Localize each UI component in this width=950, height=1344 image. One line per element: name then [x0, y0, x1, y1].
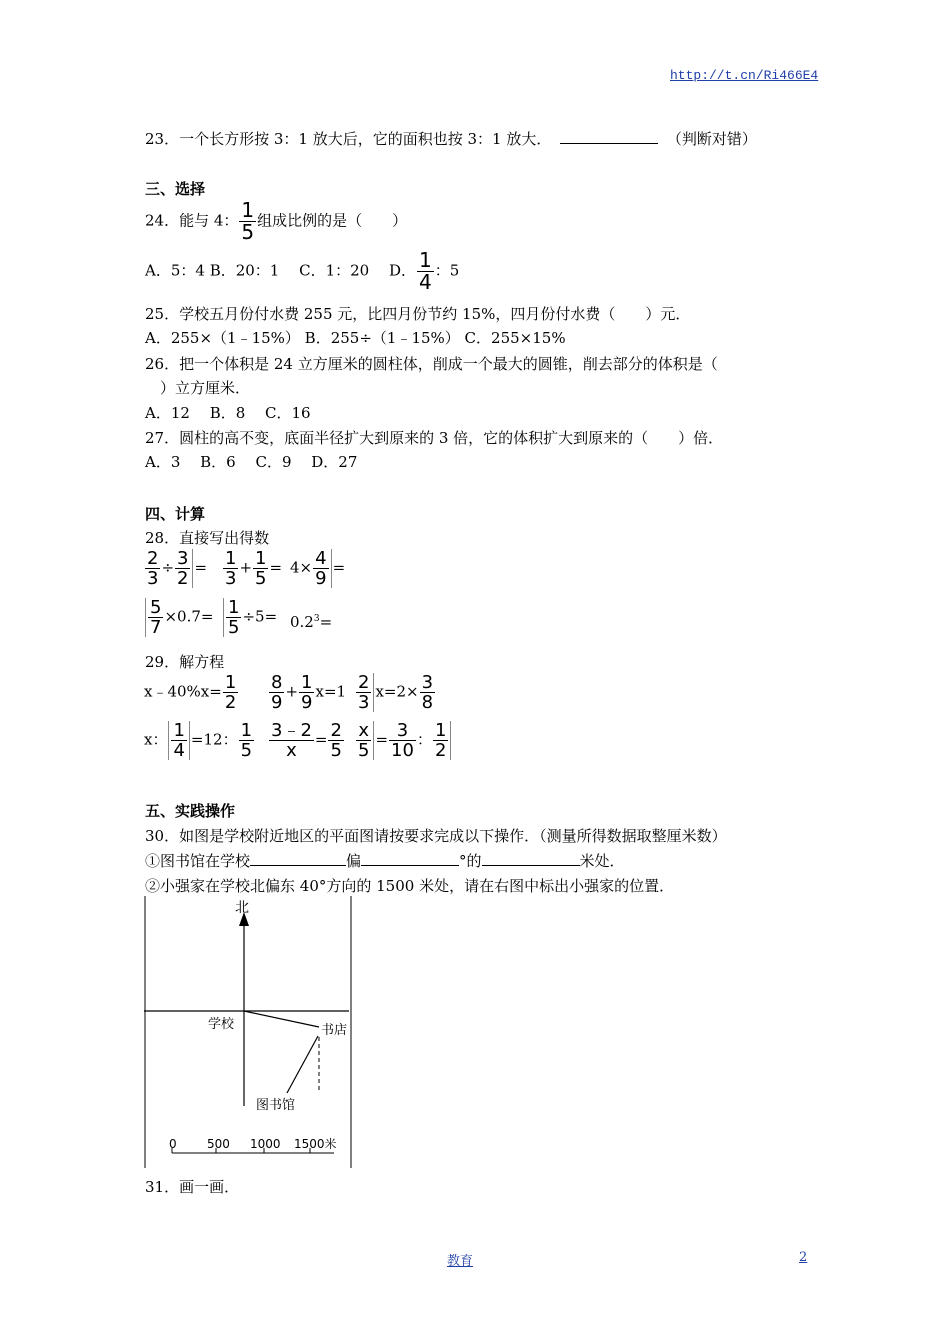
footer-link[interactable]: 教育 — [447, 1254, 474, 1269]
fraction: $\frac{2}{5}$ — [330, 720, 342, 761]
answer-blank[interactable] — [560, 129, 658, 144]
question-26-options: A．12 B．8 C．16 — [145, 404, 311, 422]
fraction: $\frac{2}{3}$ — [356, 673, 374, 712]
question-28: 28．直接写出得数 — [145, 529, 270, 547]
question-30: 30．如图是学校附近地区的平面图请按要求完成以下操作．（测量所得数据取整厘米数） — [145, 827, 727, 845]
fraction: $\frac{1}{5}$ — [223, 598, 241, 637]
library-label: 图书馆 — [256, 1098, 296, 1113]
fraction: $\frac{1}{2}$ — [224, 672, 237, 713]
answer-blank[interactable] — [361, 851, 459, 866]
expr-29-5: $\frac{3﹣2}{x}$ = $\frac{2}{5}$ — [271, 720, 342, 761]
question-24-options: A．5：4 B．20：1 C．1：20 D． $\frac{1}{4}$ ：5 — [145, 248, 460, 294]
school-label: 学校 — [208, 1017, 235, 1032]
answer-blank[interactable] — [250, 851, 346, 866]
north-label: 北 — [235, 900, 249, 916]
map-figure — [144, 896, 354, 1168]
expr-28-1: $\frac{2}{3}$ ÷ $\frac{3}{2}$ = — [147, 548, 208, 589]
fraction: $\frac{2}{3}$ — [147, 548, 159, 589]
fraction: $\frac{1}{2}$ — [433, 721, 451, 760]
bookstore-label: 书店 — [321, 1023, 348, 1038]
fraction: $\frac{1}{5}$ — [241, 198, 255, 244]
fraction: $\frac{3}{10}$ — [391, 720, 414, 761]
fraction: $\frac{1}{5}$ — [240, 720, 253, 761]
fraction: $\frac{3﹣2}{x}$ — [271, 720, 312, 761]
question-29: 29．解方程 — [145, 653, 225, 671]
question-23: 23．一个长方形按 3：1 放大后，它的面积也按 3：1 放大． （判断对错） — [145, 130, 757, 148]
expr-28-5: $\frac{1}{5}$ ÷5= — [222, 598, 277, 637]
section-title-choice: 三、选择 — [145, 180, 206, 198]
expr-28-3: 4× $\frac{4}{9}$ = — [290, 548, 346, 589]
section-title-practice: 五、实践操作 — [145, 802, 236, 820]
fraction: $\frac{8}{9}$ — [271, 672, 283, 713]
scale-label: 1500米 — [294, 1137, 337, 1151]
fraction: $\frac{1}{4}$ — [168, 721, 189, 760]
expr-28-6: $0.2^3=$ — [290, 613, 333, 631]
question-26-cont: ）立方厘米． — [160, 379, 251, 397]
fraction: $\frac{x}{5}$ — [356, 721, 374, 760]
question-25: 25．学校五月份付水费 255 元，比四月份节约 15%，四月份付水费（ ）元． — [145, 305, 691, 323]
fraction: $\frac{1}{9}$ — [301, 672, 313, 713]
question-25-options: A．255×（1﹣15%） B．255÷（1﹣15%） C．255×15% — [145, 329, 566, 347]
question-31: 31．画一画． — [145, 1178, 240, 1196]
expr-28-2: $\frac{1}{3}$ + $\frac{1}{5}$ = — [225, 548, 283, 589]
question-26: 26．把一个体积是 24 立方厘米的圆柱体，削成一个最大的圆锥，削去部分的体积是（ — [145, 355, 718, 373]
scale-label: 1000 — [250, 1137, 281, 1151]
expr-28-4: $\frac{5}{7}$ ×0.7= — [144, 598, 213, 637]
fraction: $\frac{3}{2}$ — [175, 549, 193, 588]
fraction: $\frac{3}{8}$ — [421, 672, 434, 713]
expr-29-2: $\frac{8}{9}$ + $\frac{1}{9}$ x=1 — [271, 672, 347, 713]
fraction: $\frac{1}{4}$ — [419, 248, 432, 294]
expr-29-3: $\frac{2}{3}$ x=2× $\frac{3}{8}$ — [358, 672, 434, 713]
fraction: $\frac{1}{5}$ — [255, 548, 267, 589]
question-30-part1: ①图书馆在学校 偏 °的 米处． — [145, 852, 625, 870]
scale-label: 0 — [169, 1137, 177, 1151]
fraction: $\frac{1}{3}$ — [225, 548, 237, 589]
page-number[interactable]: 2 — [799, 1250, 808, 1265]
question-30-part2: ②小强家在学校北偏东 40°方向的 1500 米处，请在右图中标出小强家的位置． — [145, 877, 675, 895]
expr-29-4: x： $\frac{1}{4}$ =12： $\frac{1}{5}$ — [144, 720, 253, 761]
fraction: $\frac{5}{7}$ — [145, 598, 163, 637]
expr-29-6: $\frac{x}{5}$ = $\frac{3}{10}$ ： $\frac{1}{2}$ — [355, 721, 452, 760]
section-title-calc: 四、计算 — [145, 505, 206, 523]
question-27-options: A．3 B．6 C．9 D．27 — [145, 453, 358, 471]
expr-29-1: x﹣40%x= $\frac{1}{2}$ — [144, 672, 237, 713]
scale-label: 500 — [207, 1137, 230, 1151]
question-27: 27．圆柱的高不变，底面半径扩大到原来的 3 倍，它的体积扩大到原来的（ ）倍． — [145, 429, 724, 447]
question-24: 24．能与 4： $\frac{1}{5}$ 组成比例的是（ ） — [145, 198, 408, 244]
answer-blank[interactable] — [482, 851, 580, 866]
header-link[interactable]: http://t.cn/Ri466E4 — [670, 68, 819, 83]
fraction: $\frac{4}{9}$ — [313, 549, 331, 588]
